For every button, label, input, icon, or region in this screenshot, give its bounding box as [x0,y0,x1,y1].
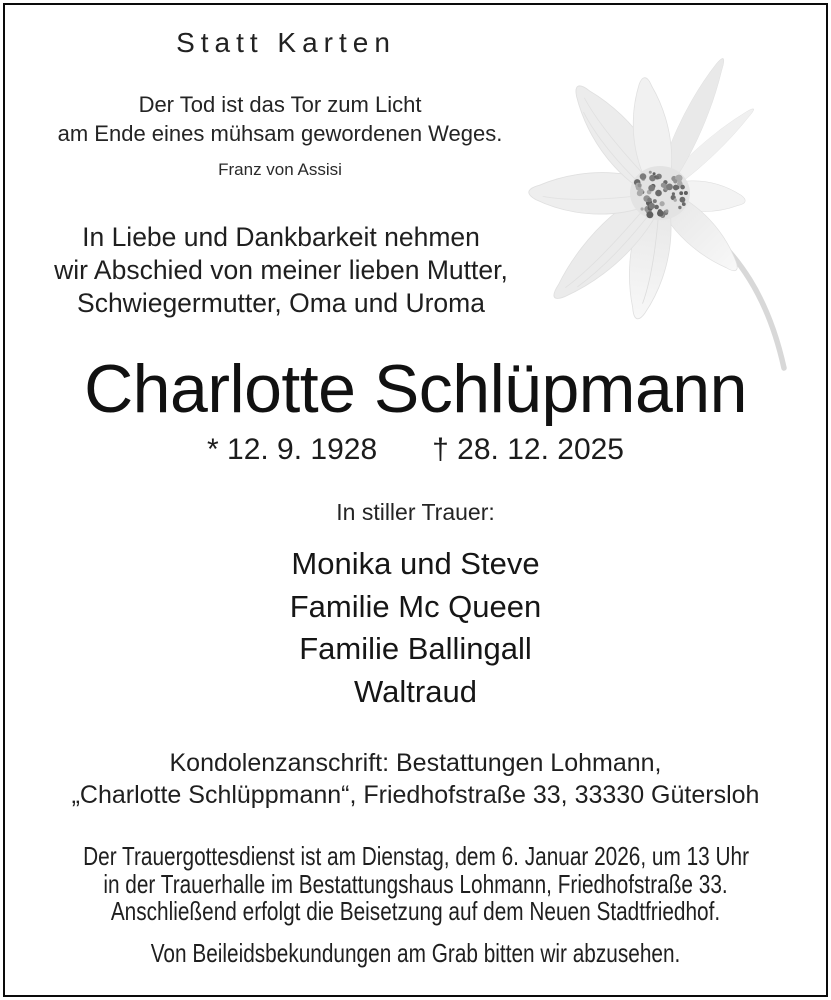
life-dates [0,433,831,467]
intro-line-1: In Liebe und Dankbarkeit nehmen [82,222,480,252]
condolence-line-1: Kondolenzanschrift: Bestattungen Lohmann, [169,749,662,777]
intro-line-3: Schwiegermutter, Oma und Uroma [77,288,485,318]
intro-block [0,221,562,320]
quote-line-2: am Ende eines mühsam gewordenen Weges. [57,121,503,146]
service-line-1: Der Trauergottesdienst ist am Dienstag, dem 6. Januar 2026, um 13 Uhr [83,841,750,871]
service-info [83,843,748,926]
intro-line-2: wir Abschied von meiner lieben Mutter, [54,255,508,285]
quote-block [0,90,560,184]
cosmos-flower-image [528,0,828,378]
mourner-line-4: Waltraud [354,673,477,709]
quote-author: Franz von Assisi [218,160,342,179]
death-date: † 28. 12. 2025 [432,433,624,466]
service-line-3: Anschließend erfolgt die Beisetzung auf dem Neuen Stadtfriedhof. [110,896,721,926]
service-line-2: in der Trauerhalle im Bestattungshaus Lohmann, Friedhofstraße 33. [103,868,728,899]
mourner-line-2: Familie Mc Queen [289,588,542,624]
condolence-line-2: „Charlotte Schlüppmann“, Friedhofstraße 33, 33330 Gütersloh [71,781,760,809]
mourning-label: In stiller Trauer: [336,499,495,525]
statt-karten-heading: Statt Karten [176,27,396,58]
quote-line-1: Der Tod ist das Tor zum Licht [138,92,422,117]
mourner-line-3: Familie Ballingall [299,631,532,666]
graveside-note: Von Beileidsbekundungen am Grab bitten wir abzusehen. [150,938,681,968]
mourners-list [0,543,831,713]
condolence-address [0,747,831,811]
birth-date: * 12. 9. 1928 [207,433,378,466]
mourner-line-1: Monika und Steve [291,546,540,581]
deceased-name: Charlotte Schlüpmann [84,351,747,427]
